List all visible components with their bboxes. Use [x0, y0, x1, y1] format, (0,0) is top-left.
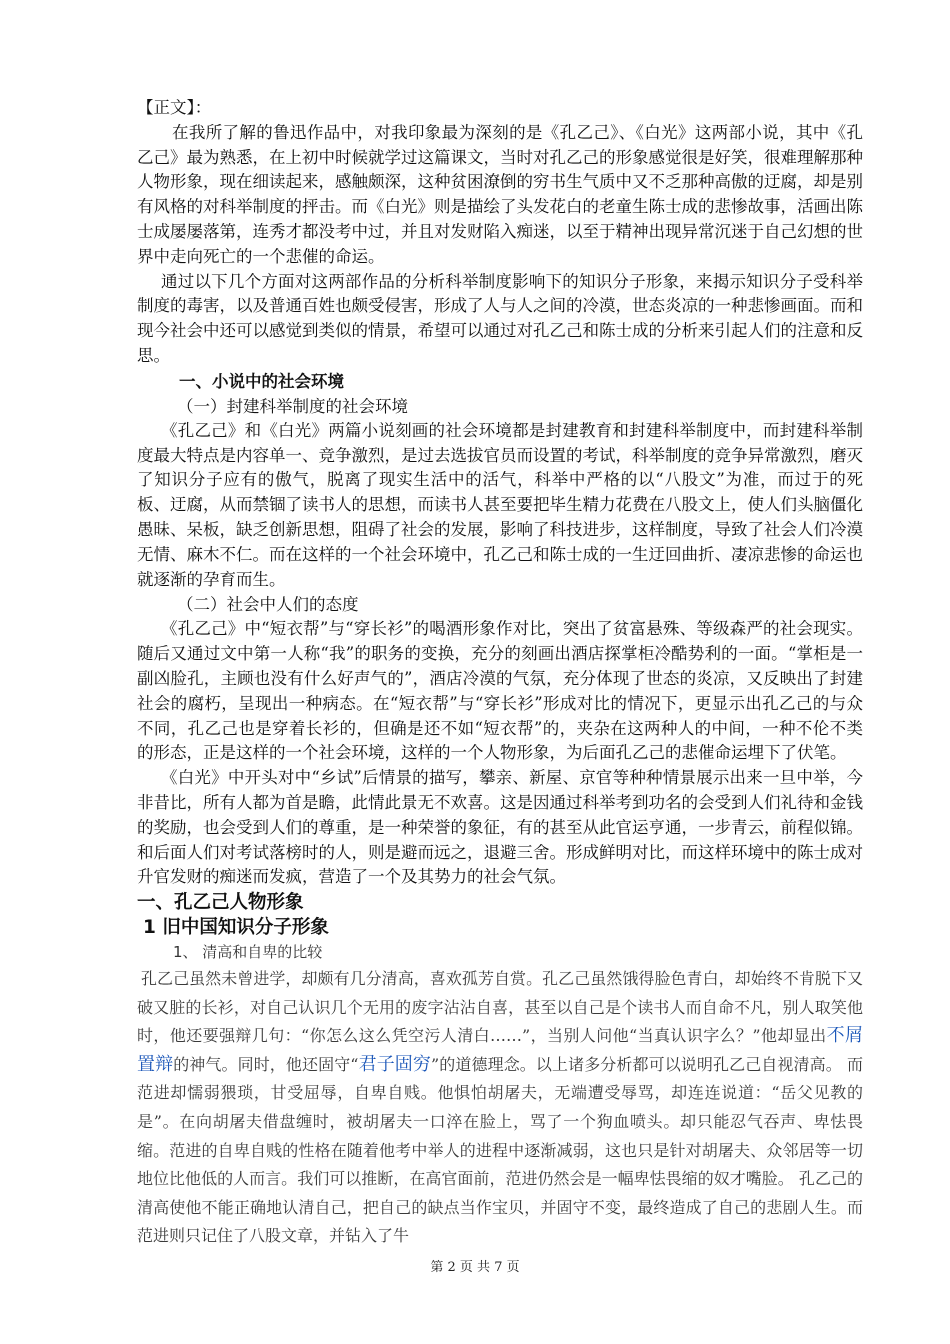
paragraph-bai-guang-society: 《白光》中开头对中“乡试”后情景的描写，攀亲、新屋、京官等种种情景展示出来一旦中举，今非昔比，所有人都为首是瞻，此情此景无不欢喜。这是因通过科举考到功名的会受到人们礼待和金钱的奖励，也会受到人们的尊重，是一种荣誉的象征，有的甚至从此官运亨通，一步青云，前程似锦。 和后面人们对考试落榜时的人，则是避而远之，退避三舍。形成鲜明对比，而这样环境中的陈士成对升官发财的痴迷而发疯，营造了一个及其势力的社会气氛。 — [137, 768, 863, 887]
point-heading-pride-inferiority: 1、 清高和自卑的比较 — [173, 943, 323, 962]
paragraph-text-part-1: 孔乙己虽然未曾进学，却颇有几分清高，喜欢孤芳自赏。孔乙己虽然饿得脸色青白，却始终不肯脱下又破又脏的长衫，对自己认识几个无用的废字沾沾自喜，甚至以自己是个读书人而自命不凡，别人取笑他时，他还要强辩几句：“你怎么这么凭空污人清白……”，当别人问他“当真认识字么？”他却显出 — [137, 969, 863, 1046]
paragraph-text-part-2: 的神气。同时，他还固守“ — [173, 1054, 359, 1074]
paragraph-exam-system: 《孔乙己》和《白光》两篇小说刻画的社会环境都是封建教育和封建科举制度中，而封建科举制度最大特点是内容单一、竞争激烈，是过去选拔官员而设置的考试，科举制度的竞争异常激烈，磨灭了知识分子应有的傲气，脱离了现实生活中的活气，科举中严格的以“八股文”为准，而过于的死板、迂腐，从而禁锢了读书人的思想，而读书人甚至要把毕生精力花费在八股文上，使人们头脑僵化愚昧、呆板，缺乏创新思想，阻碍了社会的发展，影响了科技进步，这样制度，导致了社会人们冷漠无情、麻木不仁。而在这样的一个社会环境中，孔乙己和陈士成的一生迂回曲折、凄凉悲惨的命运也就逐渐的孕育而生。 — [137, 420, 863, 589]
intro-paragraph-2: 通过以下几个方面对这两部作品的分析科举制度影响下的知识分子形象，来揭示知识分子受科举制度的毒害，以及普通百姓也颇受侵害，形成了人与人之间的冷漠，世态炎凉的一种悲惨画面。而和现今社会中还可以感觉到类似的情景，希望可以通过对孔乙己和陈士成的分析来引起人们的注意和反思。 — [137, 271, 863, 365]
paragraph-pride-inferiority — [137, 965, 863, 1251]
subsection-heading-attitudes: （二）社会中人们的态度 — [177, 595, 359, 615]
subsection-heading-intellectuals — [137, 915, 863, 940]
subsection-title: 旧中国知识分子形象 — [162, 917, 329, 939]
highlighted-term-1: 不屑置辩 — [137, 1025, 863, 1075]
section-heading-social-environment: 一、小说中的社会环境 — [179, 371, 344, 391]
highlighted-term-2: 君子固穷 — [358, 1053, 432, 1075]
subsection-number: 1 — [143, 917, 156, 939]
subsection-heading-exam-system: （一）封建科举制度的社会环境 — [177, 396, 408, 416]
page-number-label: 第 2 页 共 7 页 — [430, 1260, 520, 1275]
paragraph-kong-yiji-society: 《孔乙己》中“短衣帮”与“穿长衫”的喝酒形象作对比，突出了贫富悬殊、等级森严的社会现实。随后又通过文中第一人称“我”的职务的变换，充分的刻画出酒店探掌柜冷酷势利的一面。“掌柜是一副凶脸孔，主顾也没有什么好声气的”，酒店冷漠的气氛，充分体现了世态的炎凉，又反映出了封建社会的腐朽，呈现出一种病态。在“短衣帮”与“穿长衫”形成对比的情况下，更显示出孔乙己的与众不同，孔乙己也是穿着长衫的，但确是还不如“短衣帮”的，夹杂在这两种人的中间，一种不伦不类的形态，正是这样的一个社会环境，这样的一个人物形象，为后面孔乙己的悲催命运埋下了伏笔。 — [137, 619, 863, 763]
document-body — [137, 96, 863, 1251]
intro-paragraph-1: 在我所了解的鲁迅作品中，对我印象最为深刻的是《孔乙己》、《白光》这两部小说，其中《孔乙己》最为熟悉，在上初中时候就学过这篇课文，当时对孔乙己的形象感觉很是好笑，很难理解那种人物形象，现在细读起来，感触颇深，这种贫困潦倒的穷书生气质中又不乏那种高傲的迂腐，却是别有风格的对科举制度的抨击。而《白光》则是描绘了头发花白的老童生陈士成的悲惨故事，活画出陈士成屡屡落第，连秀才都没考中过，并且对发财陷入痴迷，以至于精神出现异常沉迷于自己幻想的世界中走向死亡的一个悲催的命运。 — [137, 122, 863, 266]
section-heading-kong-yiji: 一、孔乙己人物形象 — [137, 892, 304, 914]
body-label: 【正文】： — [137, 98, 212, 117]
paragraph-text-part-3: ”的道德理念。以上诸多分析都可以说明孔乙己自视清高。 而范进却懦弱猥琐，甘受屈辱，自卑自贱。他惧怕胡屠夫，无端遭受辱骂，却连连说道：“岳父见教的是”。在向胡屠夫借盘缠时，被胡屠夫一口淬在脸上，骂了一个狗血喷头。却只能忍气吞声、卑怯畏缩。范进的自卑自贱的性格在随着他考中举人的进程中逐渐减弱，这也只是针对胡屠夫、众邻居等一切地位比他低的人而言。我们可以推断，在高官面前，范进仍然会是一幅卑怯畏缩的奴才嘴脸。 孔乙己的清高使他不能正确地认清自己，把自己的缺点当作宝贝，并固守不变，最终造成了自己的悲剧人生。而范进则只记住了八股文章，并钻入了牛 — [137, 1054, 864, 1246]
page-footer — [0, 1256, 950, 1275]
